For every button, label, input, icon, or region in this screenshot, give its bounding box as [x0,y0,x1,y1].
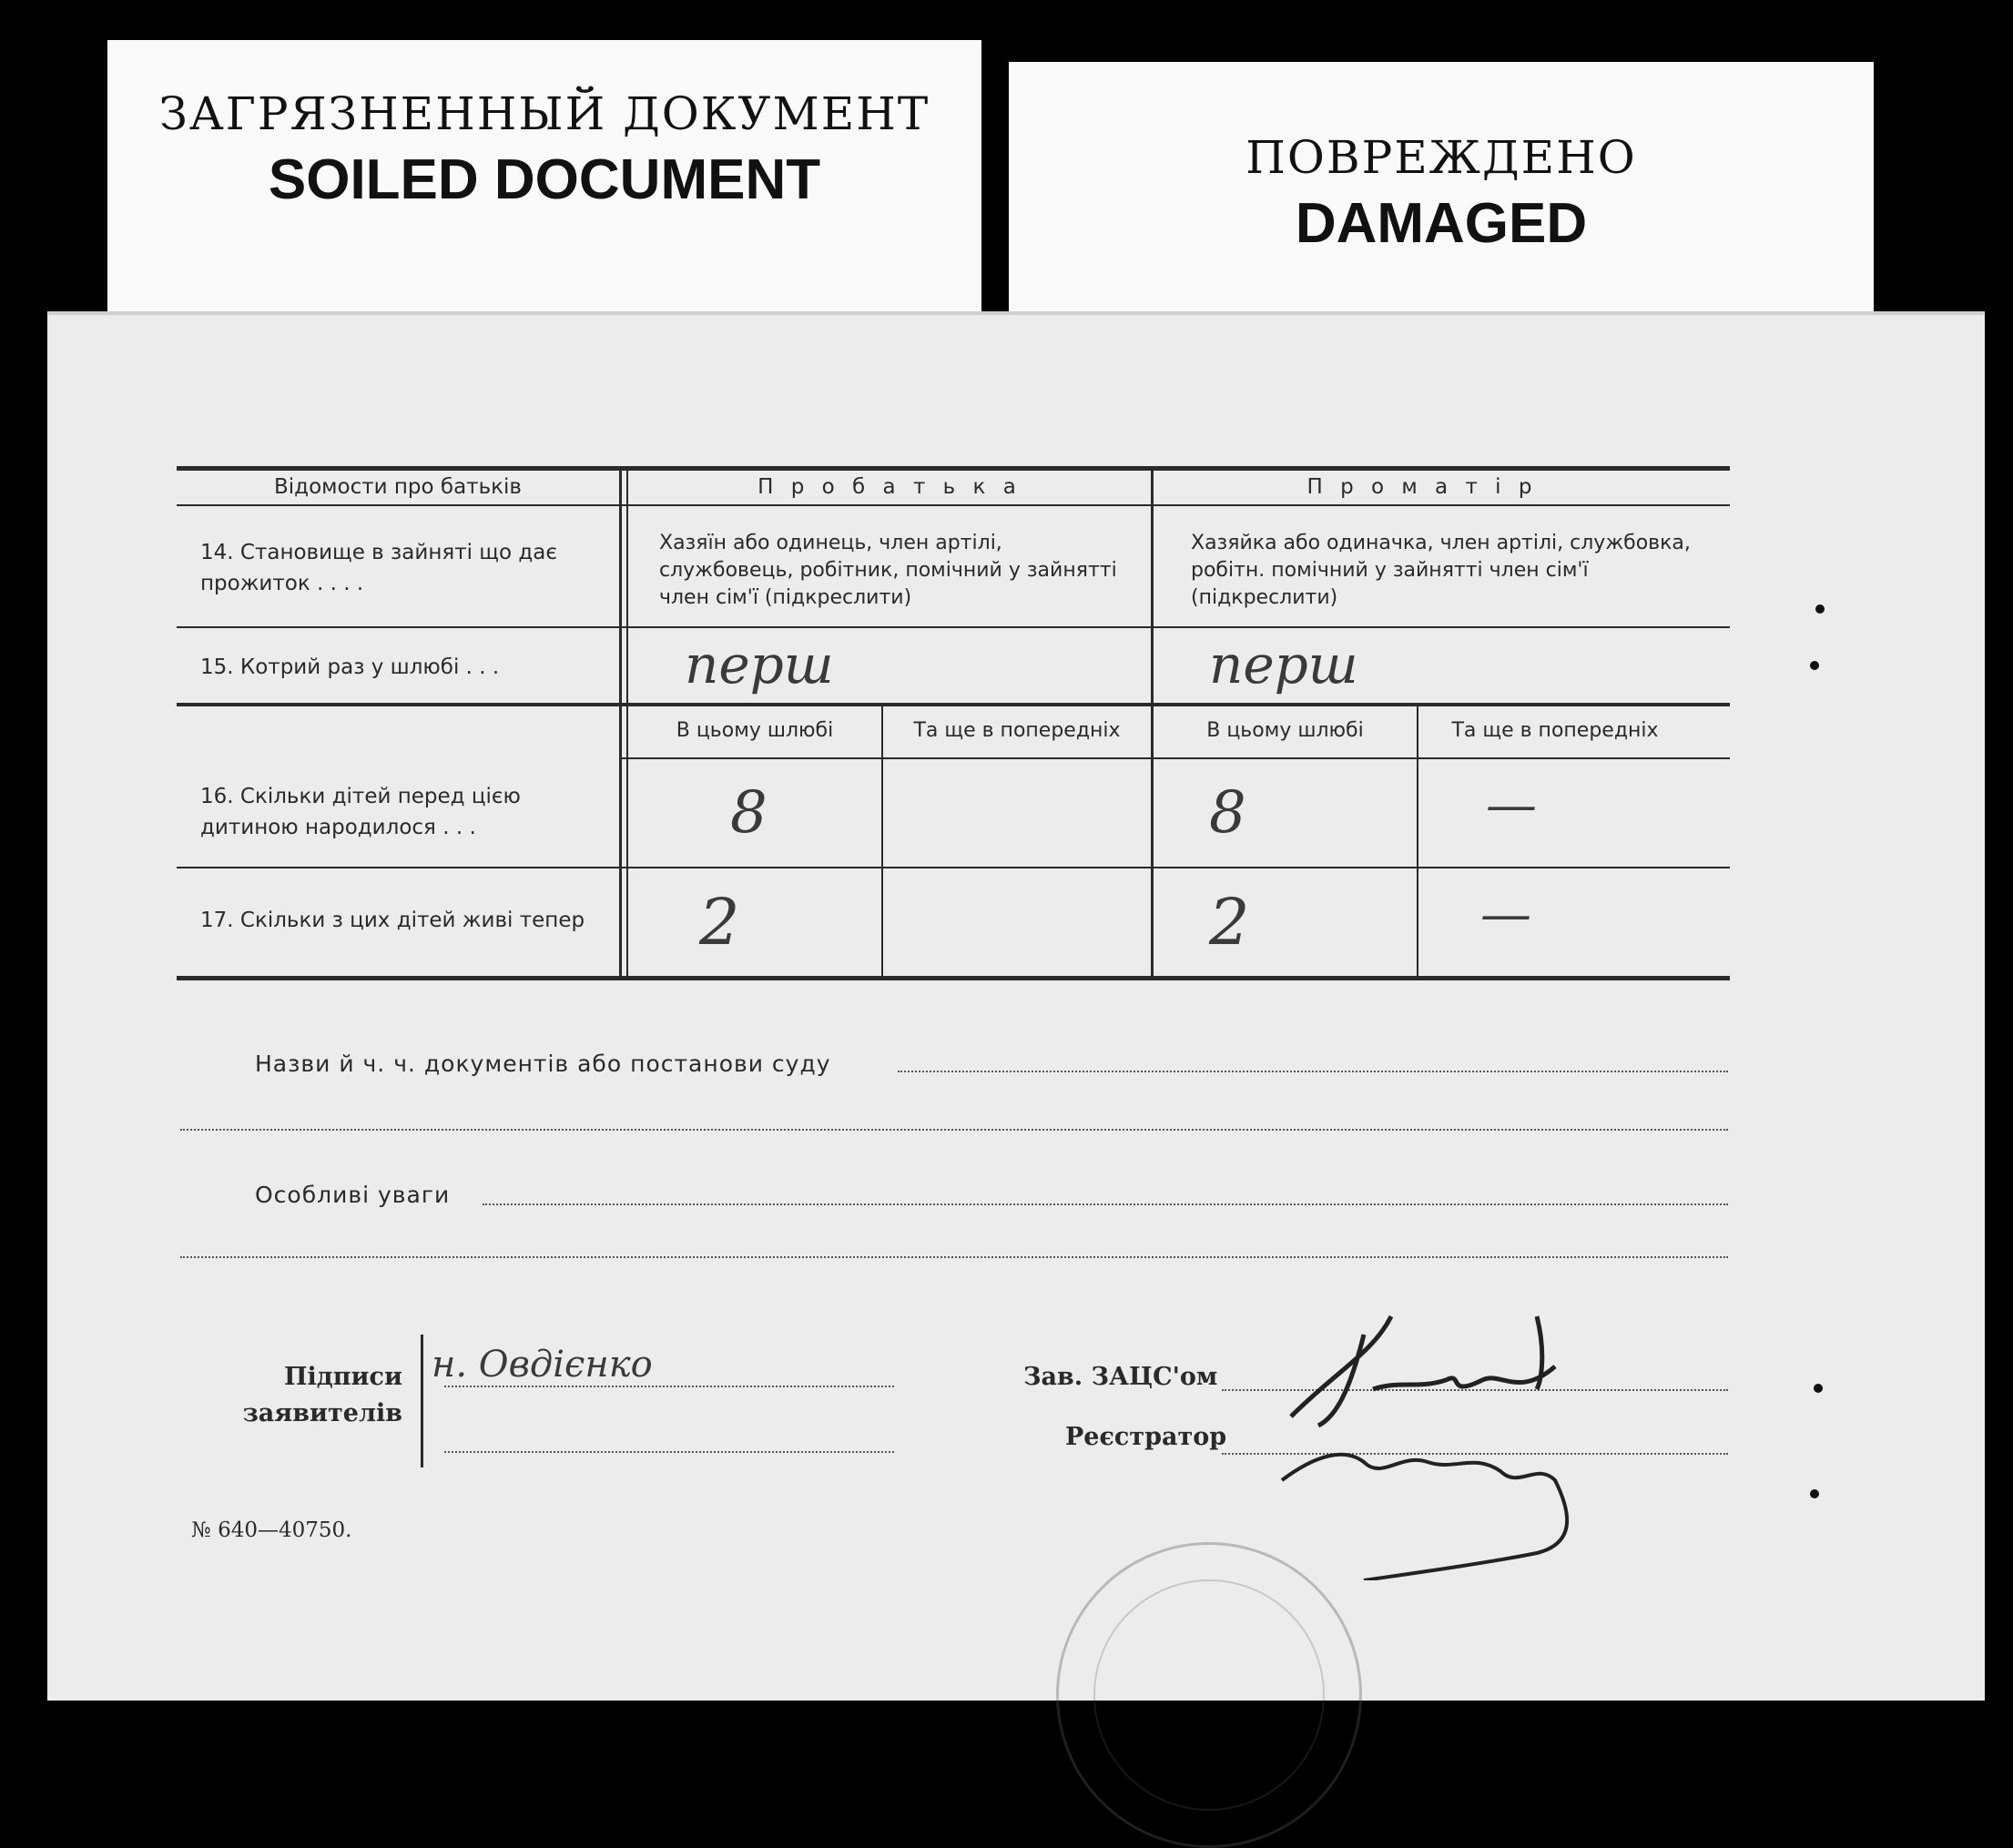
row16-mother-prev: — [1486,776,1537,835]
zags-label: Зав. ЗАЦС'ом [1023,1363,1218,1391]
table-rule [177,626,1730,628]
soiled-document-card [107,40,981,331]
applicant-signature-line-2 [444,1451,894,1453]
table-rule [177,703,1730,706]
official-stamp [1056,1542,1362,1848]
signature-bracket [421,1335,423,1467]
registrar-label: Реєстратор [1065,1423,1227,1451]
documents-label: Назви й ч. ч. документів або постанови суду [255,1051,831,1077]
sub-previous-mother: Та ще в попередніх [1451,719,1659,742]
notes-line-2 [180,1256,1728,1258]
row17-label: 17. Скільки з цих дітей живі тепер [200,909,585,932]
row16-father-this: 8 [730,779,768,847]
row17-mother-this: 2 [1209,885,1250,960]
row14-label: 14. Становище в зайняті що дає прожиток . . . . [200,541,557,595]
row16-label: 16. Скільки дітей перед цією дитиною народилося . . . [200,785,521,839]
header-father: П р о б а т ь к а [757,475,1022,499]
punch-hole [1815,604,1825,614]
punch-hole [1810,661,1819,670]
table-column-rule [881,706,883,978]
table-column-rule [1417,706,1418,978]
row14-mother: Хазяйка або одиначка, член артілі, службовка, робітн. помічний у зайнятті член сім'ї (підкреслити) [1191,532,1691,609]
soiled-label-en: SOILED DOCUMENT [268,148,821,211]
row15-father-handwriting: перш [685,634,834,696]
applicant-signature: н. Овдієнко [432,1344,653,1386]
applicant-signature-line [444,1386,894,1387]
official-signatures [1264,1280,1664,1580]
soiled-label-ru: ЗАГРЯЗНЕННЫЙ ДОКУМЕНТ [158,87,930,140]
table-top-rule [177,466,1730,471]
table-rule [177,867,1730,868]
punch-hole [1810,1489,1819,1498]
notes-label: Особливі уваги [255,1182,451,1208]
sub-this-marriage-father: В цьому шлюбі [676,719,834,742]
row14-father: Хазяїн або одинець, член артілі, службовець, робітник, помічний у зайнятті член сім'ї (підкреслити) [659,532,1117,609]
table-rule [177,504,1730,506]
notes-line [483,1203,1728,1205]
row15-mother-handwriting: перш [1209,634,1358,696]
signatures-label-2: заявителів [242,1399,402,1427]
row17-father-this: 2 [699,885,740,960]
form-sheet [47,311,1985,1701]
signatures-label-1: Підписи [283,1363,402,1391]
table-rule [621,757,1730,759]
sub-this-marriage-mother: В цьому шлюбі [1206,719,1364,742]
damaged-label-en: DAMAGED [1295,192,1588,255]
row15-label: 15. Котрий раз у шлюбі . . . [200,655,500,679]
damaged-document-card [1009,62,1874,335]
damaged-label-ru: ПОВРЕЖДЕНО [1245,131,1637,184]
row17-mother-prev: — [1480,885,1531,944]
row16-mother-this: 8 [1209,779,1246,847]
table-bottom-rule [177,976,1730,980]
header-mother: П р о м а т і р [1306,475,1538,499]
table-column-rule [619,466,622,978]
punch-hole [1814,1384,1823,1393]
documents-line-2 [180,1129,1728,1131]
sub-previous-father: Та ще в попередніх [913,719,1121,742]
header-info: Відомости про батьків [274,475,522,499]
documents-line [898,1071,1728,1072]
form-number: № 640—40750. [191,1518,352,1542]
